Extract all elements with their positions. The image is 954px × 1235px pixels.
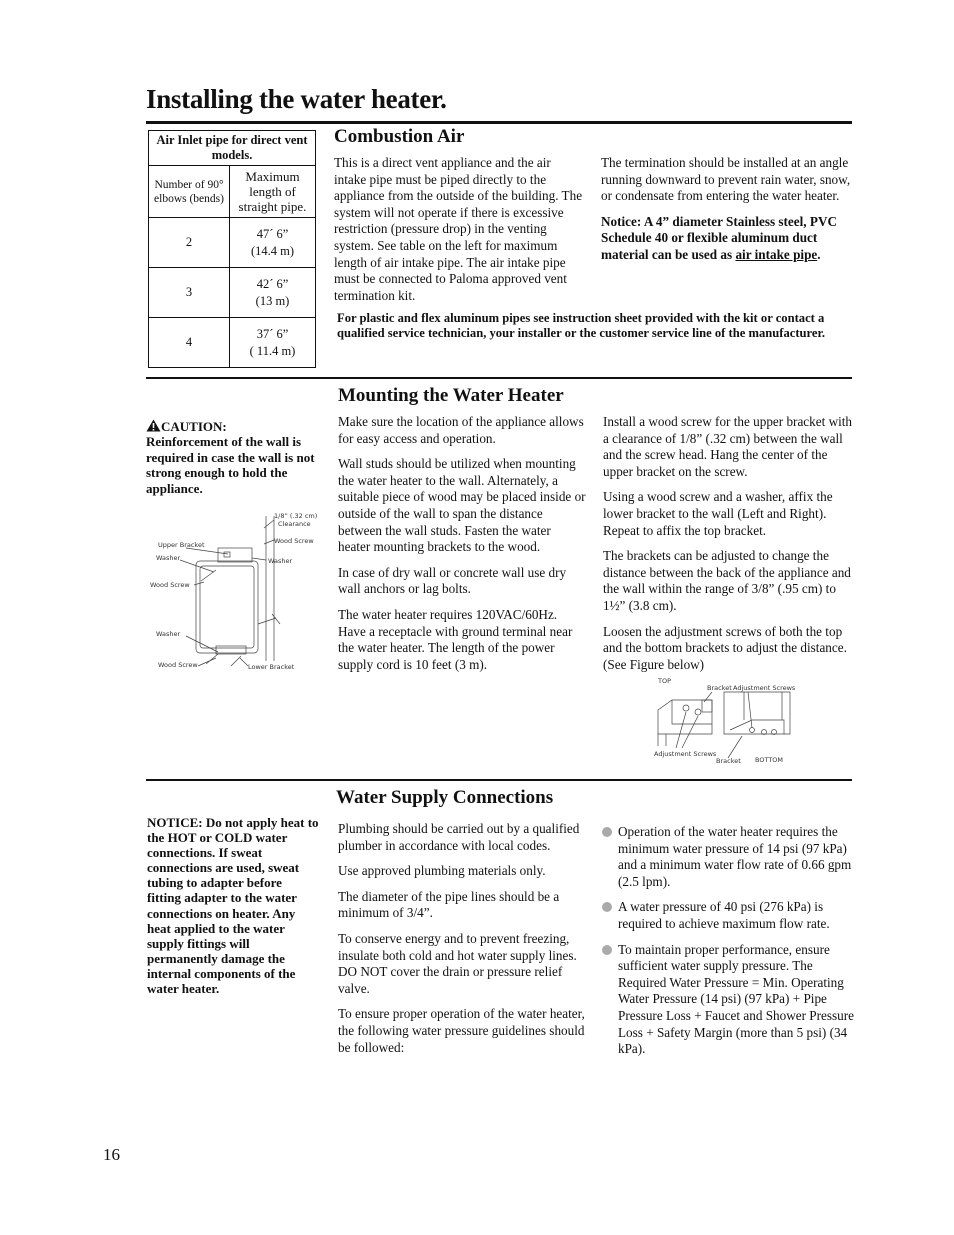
- length-metric: (14.4 m): [250, 243, 295, 258]
- warning-icon: [146, 419, 161, 432]
- fig1-wood-screw-top: Wood Screw: [274, 537, 314, 545]
- fig2-bracket-top: Bracket: [707, 684, 732, 692]
- bends-cell: 3: [149, 268, 230, 318]
- mounting-left-para: In case of dry wall or concrete wall use dry wall anchors or lag bolts.: [338, 564, 567, 597]
- section-rule: [146, 377, 852, 379]
- table-row: [149, 318, 316, 368]
- fig1-clearance1: 1/8” (.32 cm): [274, 512, 318, 520]
- fig1-upper-bracket: Upper Bracket: [158, 541, 205, 549]
- water-bullet: To maintain proper performance, ensure sufficient water supply pressure. The Required Water Pressure = Min. Operating Water Pressure (14 psi) (97 kPa) + Pipe Pressure Loss + Faucet and Shower Pressure Loss + Safety Margin (more than 5 psi) (34 kPa).: [602, 942, 854, 1058]
- fig1-lower-bracket: Lower Bracket: [248, 663, 295, 671]
- plastic-pipe-note: For plastic and flex aluminum pipes see instruction sheet provided with the kit or contact a qualified service technician, your installer or the customer service line of the manufacturer.: [337, 311, 826, 340]
- water-left-para: To conserve energy and to prevent freezing, insulate both cold and hot water supply lines. DO NOT cover the drain or pressure relief valve.: [338, 930, 577, 996]
- mounting-left-para: The water heater requires 120VAC/60Hz. Have a receptacle with ground terminal near the water heater. The length of the power supply cord is 10 feet (3 m).: [338, 606, 573, 672]
- caution-text: Reinforcement of the wall is required in case the wall is not strong enough to hold the appliance.: [146, 434, 315, 496]
- air-intake-link: air intake pipe: [735, 246, 818, 262]
- combustion-left-text: This is a direct vent appliance and the air intake pipe must be piped directly to the appliance from the outside of the building. The system will not operate if there is excessive restriction (pressure drop) in the venting system. See table on the left for maximum length of air intake pipe. The air intake pipe must be connected to Paloma approved vent termination kit.: [334, 155, 583, 303]
- mounting-left-para: Wall studs should be utilized when mounting the water heater to the wall. Alternately, a suitable piece of wood may be placed inside or outside of the wall to span the distance between the wall studs. Fasten the water heater mounting brackets to the wood.: [338, 456, 586, 555]
- page-title: Installing the water heater.: [146, 84, 447, 114]
- fig2-adjust-top: Adjustment Screws: [733, 684, 796, 692]
- fig1-wood-screw-bottom: Wood Screw: [158, 661, 198, 669]
- fig2-bracket-bottom: Bracket: [716, 757, 741, 765]
- bends-cell: 2: [149, 218, 230, 268]
- combustion-right-text: The termination should be installed at an angle running downward to prevent rain water, snow, or condensate from entering the water heater.: [601, 155, 851, 204]
- section-rule: [146, 779, 852, 781]
- page-number: 16: [103, 1145, 120, 1164]
- water-left-para: Plumbing should be carried out by a qualified plumber in accordance with local codes.: [338, 821, 580, 853]
- fig1-wood-screw-left: Wood Screw: [150, 581, 190, 589]
- length-metric: (13 m): [255, 293, 290, 308]
- table-row: [149, 268, 316, 318]
- water-heading: Water Supply Connections: [336, 787, 554, 808]
- mounting-right-para: Using a wood screw and a washer, affix the lower bracket to the wall (Left and Right). Repeat to affix the top bracket.: [603, 489, 833, 538]
- length-cell: 37´ 6”: [256, 326, 289, 341]
- combustion-notice: Notice: A 4” diameter Stainless steel, PVC Schedule 40 or flexible aluminum duct material can be used as air intake pipe.: [601, 213, 837, 262]
- water-left-para: To ensure proper operation of the water heater, the following water pressure guidelines should be followed:: [338, 1006, 585, 1055]
- caution-box: [146, 419, 321, 496]
- fig2-adjust-bottom: Adjustment Screws: [654, 750, 717, 758]
- air-inlet-table: [148, 130, 316, 368]
- water-left-para: Use approved plumbing materials only.: [338, 863, 546, 879]
- length-metric: ( 11.4 m): [249, 343, 296, 358]
- air-table-col-bends: Number of 90° elbows (bends): [149, 166, 230, 218]
- bullet-dot-icon: [602, 827, 612, 837]
- fig2-top: TOP: [658, 677, 672, 685]
- water-notice: NOTICE: Do not apply heat to the HOT or COLD water connections. If sweat connections are used, sweat tubing to adapter before fitting adapter to the water connections on heater. Any heat applied to the water supply fittings will permanently damage the internal components of the water heater.: [147, 815, 319, 997]
- length-cell: 47´ 6”: [256, 226, 289, 241]
- air-table-header: Air Inlet pipe for direct vent models.: [149, 131, 316, 166]
- water-left-para: The diameter of the pipe lines should be a minimum of 3/4”.: [338, 888, 560, 921]
- bracket-adjustment-diagram: [652, 674, 802, 770]
- caution-label: CAUTION:: [161, 419, 227, 434]
- fig1-washer-bottom: Washer: [156, 630, 181, 638]
- water-bullet: A water pressure of 40 psi (276 kPa) is required to achieve maximum flow rate.: [602, 899, 854, 932]
- mounting-left-para: Make sure the location of the appliance allows for easy access and operation.: [338, 414, 584, 446]
- fig1-clearance2: Clearance: [278, 520, 311, 528]
- bullet-dot-icon: [602, 902, 612, 912]
- mounting-heading: Mounting the Water Heater: [338, 385, 564, 406]
- fig1-washer-left: Washer: [156, 554, 181, 562]
- mounting-right-para: Install a wood screw for the upper bracket with a clearance of 1/8” (.32 cm) between the wall and the screw head. Hang the center of the upper bracket on the screw.: [603, 414, 853, 479]
- mounting-right-para: Loosen the adjustment screws of both the top and the bottom brackets to adjust the distance. (See Figure below): [603, 623, 847, 672]
- fig1-washer-right: Washer: [268, 557, 293, 565]
- bends-cell: 4: [149, 318, 230, 368]
- water-bullet: Operation of the water heater requires the minimum water pressure of 14 psi (97 kPa) and a minimum water flow rate of 0.66 gpm (2.5 lpm).: [602, 824, 854, 890]
- bullet-dot-icon: [602, 945, 612, 955]
- length-cell: 42´ 6”: [256, 276, 289, 291]
- combustion-heading: Combustion Air: [334, 126, 465, 147]
- air-table-col-length: Maximum length of straight pipe.: [230, 166, 316, 218]
- fig2-bottom: BOTTOM: [755, 756, 784, 764]
- title-rule: [146, 121, 852, 124]
- mounting-right-para: The brackets can be adjusted to change the distance between the back of the appliance and the wall within the range of 3/8” (.95 cm) to 1½” (3.8 cm).: [603, 548, 851, 613]
- table-row: [149, 218, 316, 268]
- mounting-diagram: [146, 506, 326, 676]
